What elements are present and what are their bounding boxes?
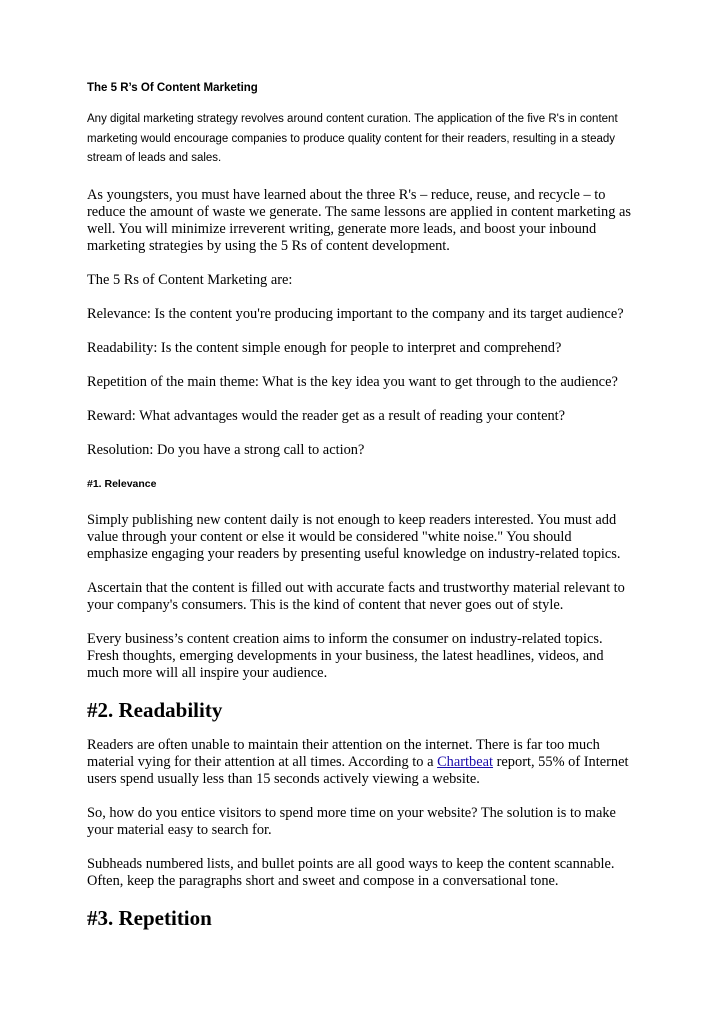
list-item-relevance: Relevance: Is the content you're producing important to the company and its target audience? bbox=[87, 305, 624, 322]
relevance-paragraph-1: Simply publishing new content daily is not enough to keep readers interested. You must add value through your content or else it would be considered "white noise." You should emphasize engaging your readers by presenting useful knowledge on industry-related topics. bbox=[87, 511, 621, 562]
chartbeat-link[interactable]: Chartbeat bbox=[437, 753, 494, 770]
relevance-paragraph-2: Ascertain that the content is filled out with accurate facts and trustworthy material relevant to your company's consumers. This is the kind of content that never goes out of style. bbox=[87, 579, 625, 613]
heading-repetition: #3. Repetition bbox=[87, 905, 212, 930]
paragraph-list-intro: The 5 Rs of Content Marketing are: bbox=[87, 271, 293, 288]
document-page bbox=[87, 80, 635, 931]
heading-relevance: #1. Relevance bbox=[87, 477, 157, 490]
list-item-readability: Readability: Is the content simple enough for people to interpret and comprehend? bbox=[87, 339, 562, 356]
readability-paragraph-3: Subheads numbered lists, and bullet points are all good ways to keep the content scannable. Often, keep the paragraphs short and sweet and compose in a conversational tone. bbox=[87, 855, 615, 889]
heading-readability: #2. Readability bbox=[87, 697, 223, 722]
list-item-reward: Reward: What advantages would the reader get as a result of reading your content? bbox=[87, 407, 566, 424]
list-item-repetition: Repetition of the main theme: What is the key idea you want to get through to the audience? bbox=[87, 373, 618, 390]
document-title: The 5 R’s Of Content Marketing bbox=[87, 82, 258, 94]
readability-paragraph-1 bbox=[87, 737, 635, 788]
readability-text-end: report, 55% of Internet users spend usually less than 15 seconds actively viewing a website. bbox=[87, 753, 629, 787]
readability-text-start: Readers are often unable to maintain their attention on the internet. There is far too much material vying for their attention at all times. According to a bbox=[87, 736, 600, 770]
readability-paragraph-2: So, how do you entice visitors to spend more time on your website? The solution is to make your material easy to search for. bbox=[87, 804, 616, 838]
paragraph-three-rs: As youngsters, you must have learned about the three R's – reduce, reuse, and recycle – to reduce the amount of waste we generate. The same lessons are applied in content marketing as well. You will minimize irreverent writing, generate more leads, and boost your inbound marketing strategies by using the 5 Rs of content development. bbox=[87, 186, 631, 254]
list-item-resolution: Resolution: Do you have a strong call to action? bbox=[87, 441, 365, 458]
intro-paragraph: Any digital marketing strategy revolves around content curation. The application of the five R's in content marketing would encourage companies to produce quality content for their readers, resulting in a steady stream of leads and sales. bbox=[87, 113, 618, 164]
relevance-paragraph-3: Every business’s content creation aims to inform the consumer on industry-related topics. Fresh thoughts, emerging developments in your business, the latest headlines, videos, and much more will all inspire your audience. bbox=[87, 630, 604, 681]
